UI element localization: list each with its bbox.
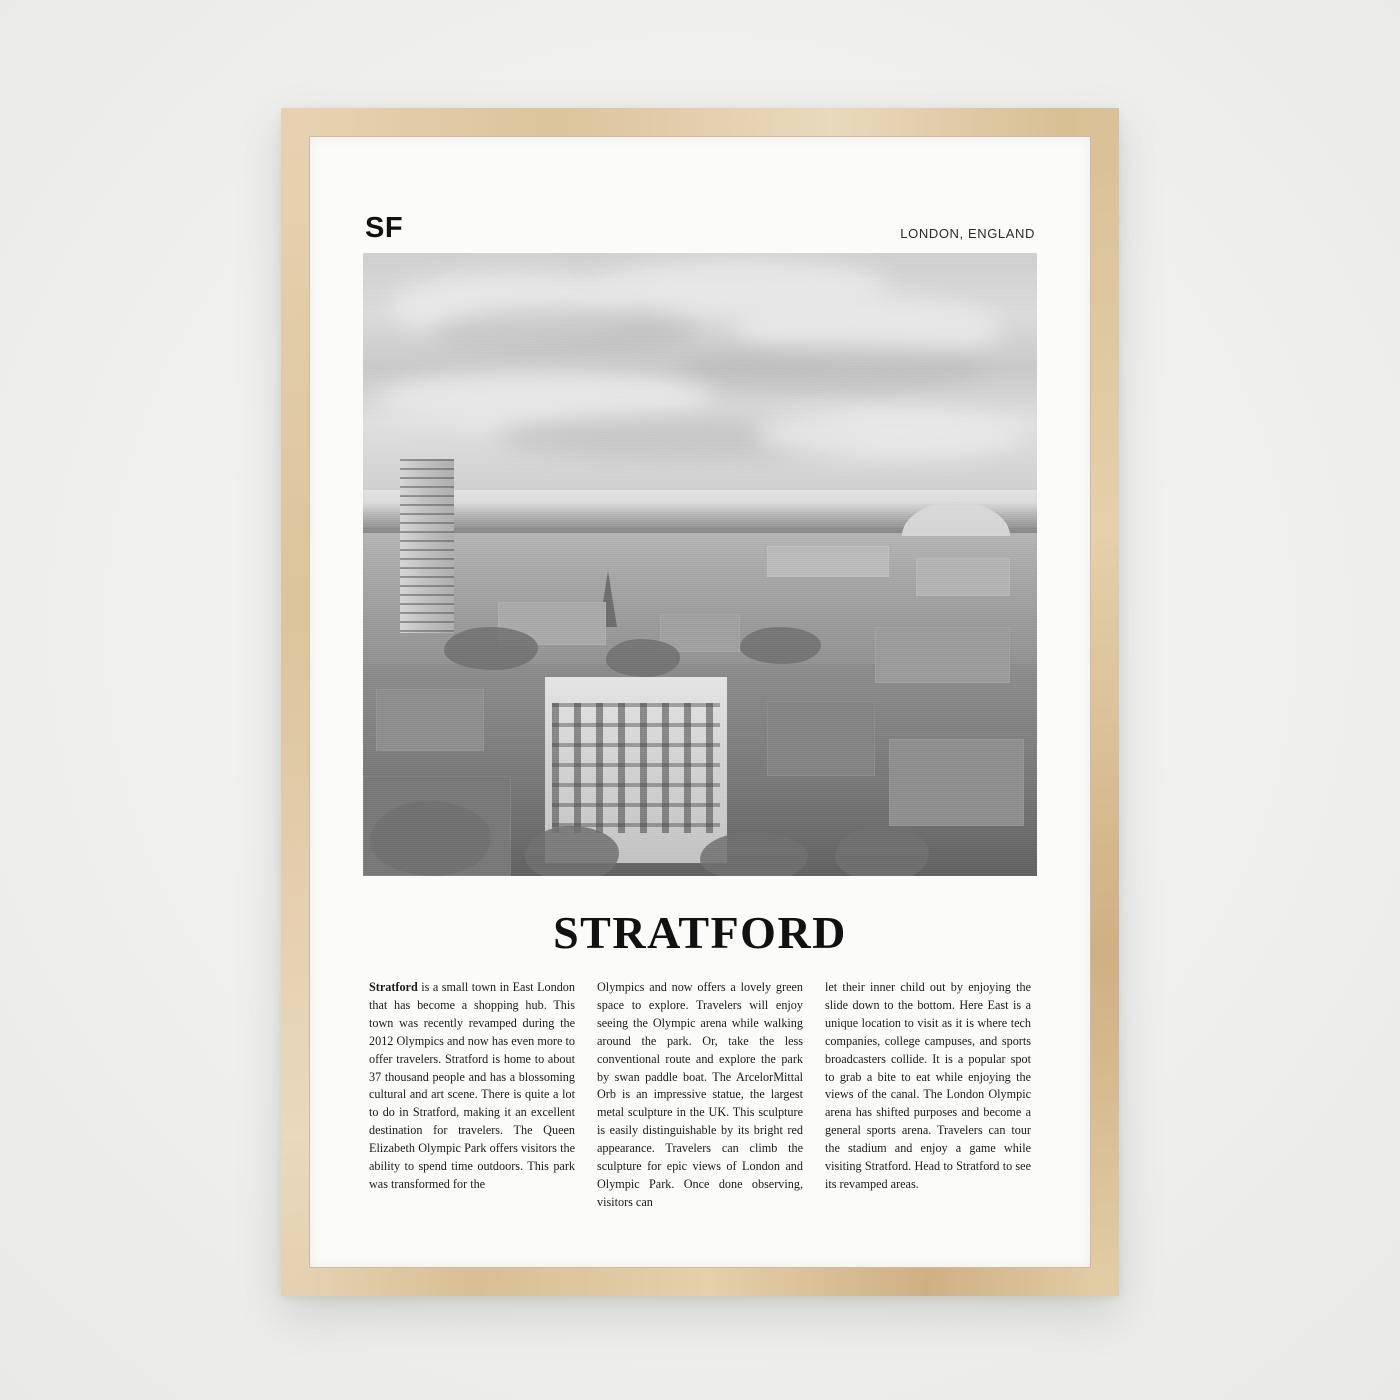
article-column-3: let their inner child out by enjoying the slide down to the bottom. Here East is a unique location to visit as it is where tech companies, college campuses, and sports broadcasters collide. It is a popular spot to grab a bite to eat while enjoying the views of the canal. The London Olympic arena has shifted purposes and become a general sports arena. Travelers can tour the stadium and enjoy a game while visiting Stratford. Head to Stratford to see its revamped areas.	[825, 979, 1031, 1192]
lead-word: Stratford	[369, 979, 418, 994]
article-column-1	[369, 979, 575, 1212]
film-grain-overlay	[363, 253, 1037, 876]
poster	[309, 136, 1091, 1268]
article-column-1-text: is a small town in East London that has become a shopping hub. This town was recently revamped during the 2012 Olympics and now has even more to offer travelers. Stratford is home to about 37 thousand people and has a blossoming cultural and art scene. There is quite a lot to do in Stratford, making it an excellent destination for travelers. The Queen Elizabeth Olympic Park offers visitors the ability to spend time outdoors. This park was transformed for the	[369, 979, 575, 1192]
picture-frame	[281, 108, 1119, 1296]
brand-logo: SF	[365, 212, 404, 244]
article-column-2: Olympics and now offers a lovely green space to explore. Travelers will enjoy seeing the Olympic arena while walking around the park. Or, take the less conventional route and explore the park by swan paddle boat. The ArcelorMittal Orb is an impressive statue, the largest metal sculpture in the UK. This sculpture is easily distinguishable by its bright red appearance. Travelers can climb the sculpture for epic views of London and Olympic Park. Once done observing, visitors can	[597, 979, 803, 1210]
poster-header	[363, 214, 1037, 243]
page-title: STRATFORD	[553, 906, 847, 958]
location-label: LONDON, ENGLAND	[900, 226, 1035, 241]
article-columns	[363, 979, 1037, 1212]
cityscape-photo	[363, 253, 1037, 876]
